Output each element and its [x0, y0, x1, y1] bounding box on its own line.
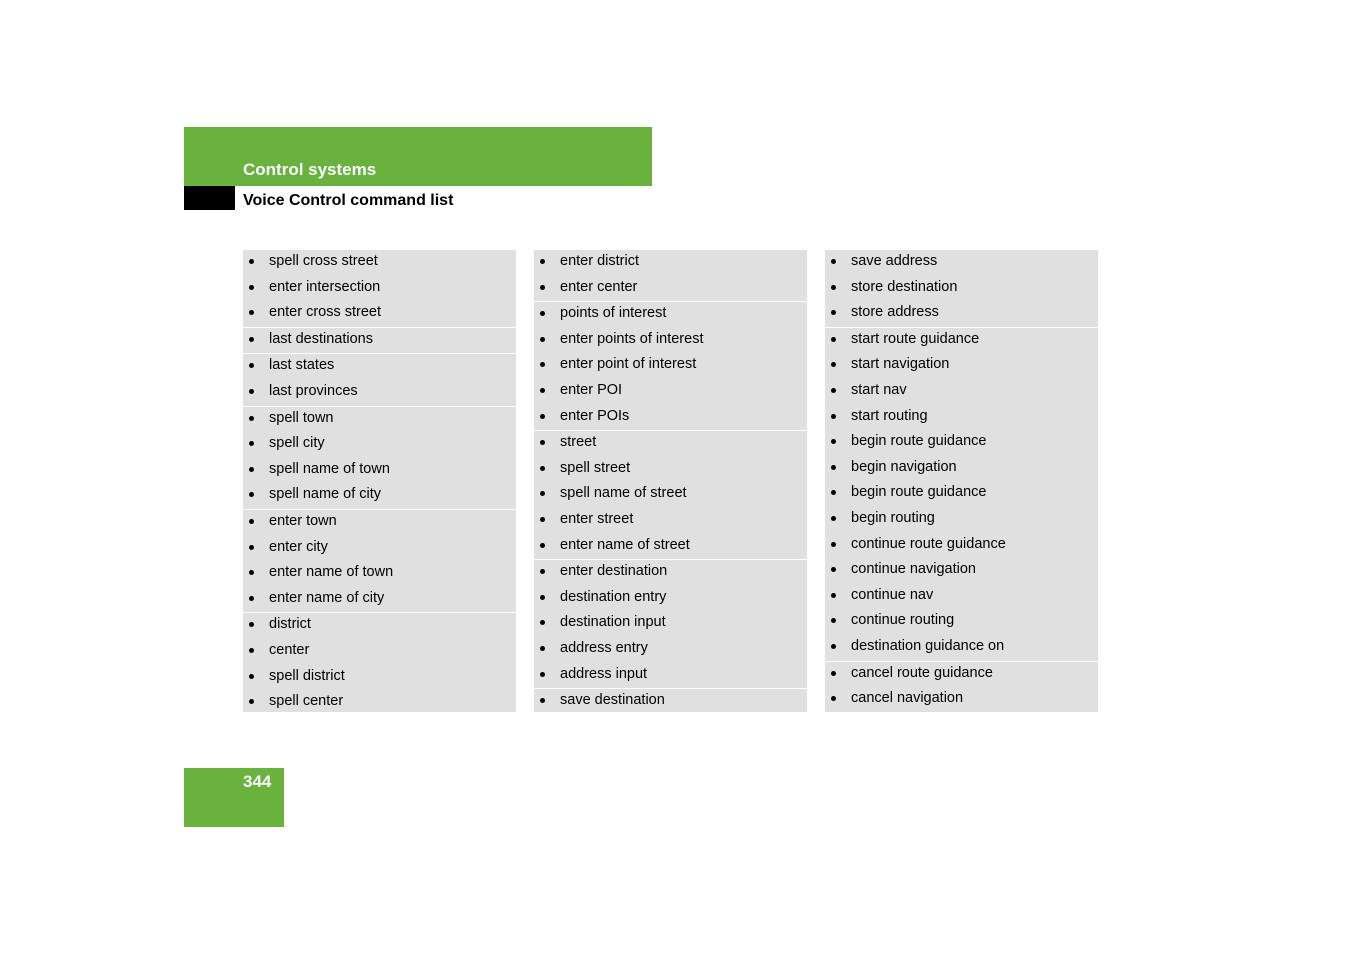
command-group: [534, 431, 807, 560]
list-item: begin routing: [825, 507, 1098, 533]
command-group: [534, 250, 807, 302]
command-column-2: [534, 250, 807, 712]
list-item: store address: [825, 301, 1098, 327]
list-item: enter center: [534, 276, 807, 302]
list-item: enter points of interest: [534, 328, 807, 354]
list-item: spell street: [534, 457, 807, 483]
list-item: save address: [825, 250, 1098, 276]
list-item: address entry: [534, 637, 807, 663]
list-item: enter name of street: [534, 534, 807, 560]
command-group: [534, 689, 807, 715]
list-item: cancel route guidance: [825, 662, 1098, 688]
list-item: address input: [534, 663, 807, 689]
list-item: start routing: [825, 405, 1098, 431]
list-item: enter city: [243, 536, 516, 562]
section-marker-tab: [184, 186, 235, 210]
list-item: continue nav: [825, 584, 1098, 610]
command-group: [534, 560, 807, 689]
command-group: [243, 510, 516, 613]
list-item: continue route guidance: [825, 533, 1098, 559]
list-item: last states: [243, 354, 516, 380]
list-item: spell city: [243, 432, 516, 458]
list-item: continue routing: [825, 609, 1098, 635]
list-item: spell district: [243, 665, 516, 691]
list-item: last destinations: [243, 328, 516, 354]
section-title: Control systems: [243, 160, 377, 179]
list-item: spell name of street: [534, 482, 807, 508]
command-group: [243, 354, 516, 406]
command-column-1: [243, 250, 516, 712]
list-item: begin navigation: [825, 456, 1098, 482]
list-item: enter cross street: [243, 301, 516, 327]
command-group: [825, 250, 1098, 328]
list-item: enter name of city: [243, 587, 516, 613]
list-item: district: [243, 613, 516, 639]
list-item: enter POIs: [534, 405, 807, 431]
list-item: points of interest: [534, 302, 807, 328]
command-column-3: [825, 250, 1098, 712]
list-item: start navigation: [825, 353, 1098, 379]
list-item: center: [243, 639, 516, 665]
command-group: [534, 302, 807, 431]
command-group: [243, 613, 516, 715]
list-item: enter destination: [534, 560, 807, 586]
list-item: save destination: [534, 689, 807, 715]
list-item: last provinces: [243, 380, 516, 406]
command-group: [243, 328, 516, 355]
list-item: begin route guidance: [825, 430, 1098, 456]
list-item: enter name of town: [243, 561, 516, 587]
page-title: Voice Control command list: [243, 192, 454, 209]
list-item: spell town: [243, 407, 516, 433]
command-group: [825, 328, 1098, 662]
command-group: [825, 662, 1098, 713]
list-item: enter district: [534, 250, 807, 276]
list-item: spell name of town: [243, 458, 516, 484]
page-number: 344: [243, 772, 272, 791]
list-item: spell center: [243, 690, 516, 716]
command-group: [243, 407, 516, 510]
list-item: start route guidance: [825, 328, 1098, 354]
list-item: enter POI: [534, 379, 807, 405]
list-item: enter town: [243, 510, 516, 536]
list-item: street: [534, 431, 807, 457]
list-item: destination guidance on: [825, 635, 1098, 661]
list-item: enter street: [534, 508, 807, 534]
list-item: continue navigation: [825, 558, 1098, 584]
list-item: store destination: [825, 276, 1098, 302]
list-item: begin route guidance: [825, 481, 1098, 507]
list-item: destination input: [534, 611, 807, 637]
list-item: spell cross street: [243, 250, 516, 276]
list-item: enter point of interest: [534, 353, 807, 379]
list-item: spell name of city: [243, 483, 516, 509]
list-item: cancel navigation: [825, 687, 1098, 713]
list-item: enter intersection: [243, 276, 516, 302]
list-item: destination entry: [534, 586, 807, 612]
list-item: start nav: [825, 379, 1098, 405]
command-group: [243, 250, 516, 328]
